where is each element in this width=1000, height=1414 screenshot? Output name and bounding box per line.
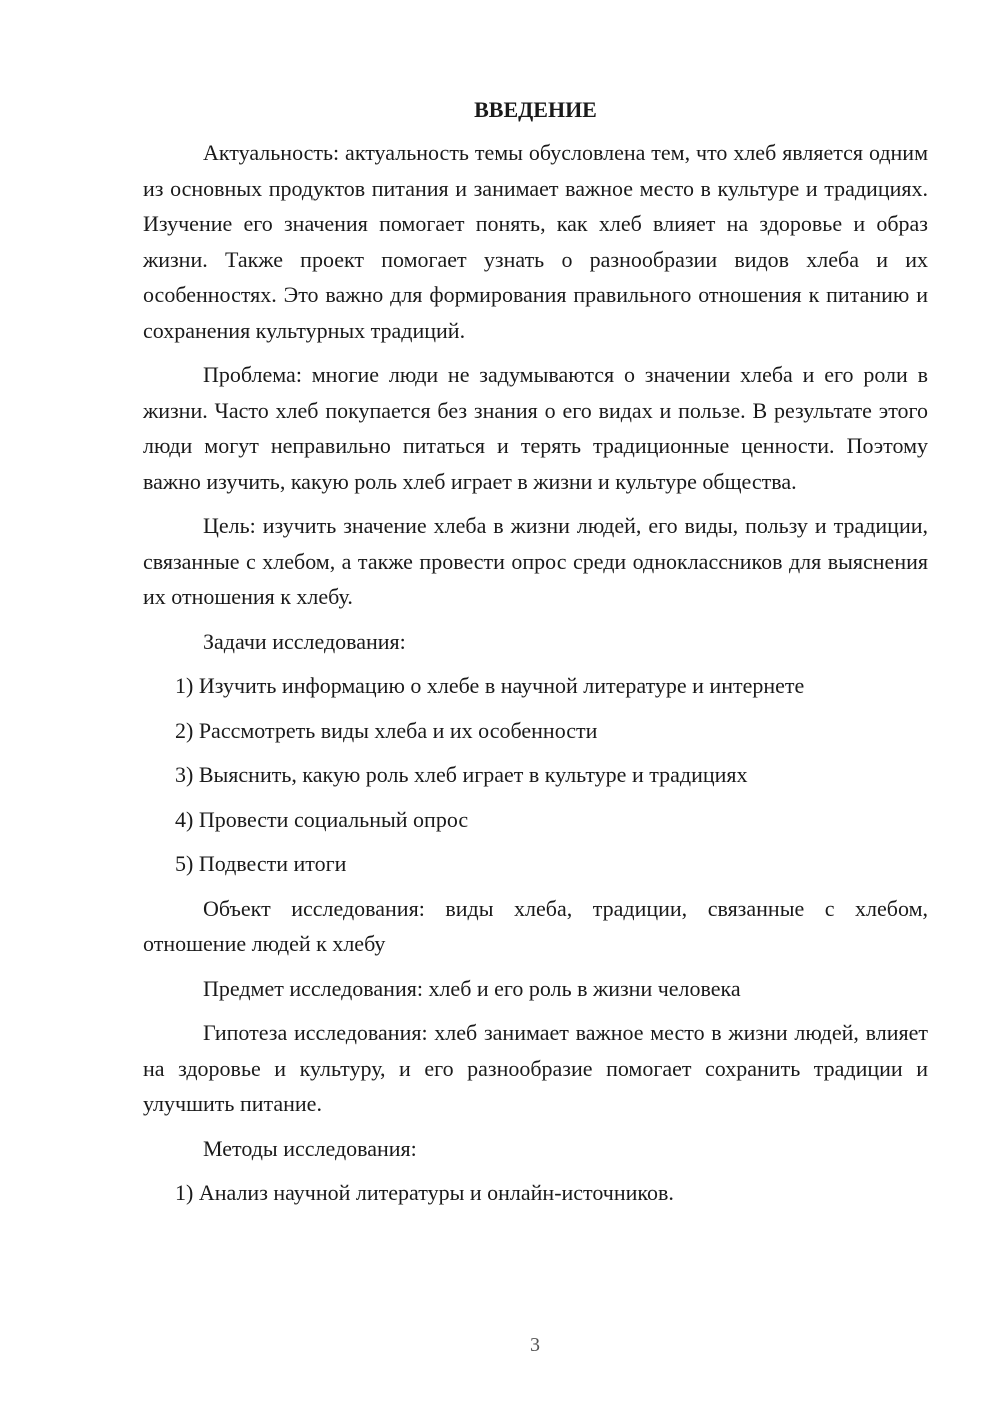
page-number: 3 [530,1334,540,1356]
goal-paragraph: Цель: изучить значение хлеба в жизни людей, его виды, пользу и традиции, связанные с хлебом, а также провести опрос среди одноклассников для выяснения их отношения к хлебу. [143,513,928,609]
task-item-2: 2) Рассмотреть виды хлеба и их особенности [175,717,598,743]
tasks-heading: Задачи исследования: [203,628,406,654]
page-title: ВВЕДЕНИЕ [474,97,597,122]
task-item-1: 1) Изучить информацию о хлебе в научной литературе и интернете [175,673,805,698]
document-page [143,95,928,1220]
subject-paragraph: Предмет исследования: хлеб и его роль в жизни человека [203,975,741,1001]
hypothesis-paragraph: Гипотеза исследования: хлеб занимает важное место в жизни людей, влияет на здоровье и культуру, и его разнообразие помогает сохранить традиции и улучшить питание. [143,1020,928,1116]
task-item-4: 4) Провести социальный опрос [175,806,469,832]
relevance-paragraph: Актуальность: актуальность темы обусловлена тем, что хлеб является одним из основных продуктов питания и занимает важное место в культуре и традициях. Изучение его значения помогает понять, как хлеб влияет на здоровье и образ жизни. Также проект помогает узнать о разнообразии видов хлеба и их особенностях. Это важно для формирования правильного отношения к питанию и сохранения культурных традиций. [143,140,928,343]
task-item-3: 3) Выяснить, какую роль хлеб играет в культуре и традициях [175,762,748,787]
object-paragraph: Объект исследования: виды хлеба, традиции, связанные с хлебом, отношение людей к хлебу [143,895,928,956]
task-item-5: 5) Подвести итоги [175,851,347,876]
problem-paragraph: Проблема: многие люди не задумываются о значении хлеба и его роли в жизни. Часто хлеб покупается без знания о его видах и пользе. В результате этого люди могут неправильно питаться и терять традиционные ценности. Поэтому важно изучить, какую роль хлеб играет в жизни и культуре общества. [143,362,928,494]
methods-heading: Методы исследования: [203,1135,417,1161]
method-item-1: 1) Анализ научной литературы и онлайн-источников. [175,1180,674,1205]
